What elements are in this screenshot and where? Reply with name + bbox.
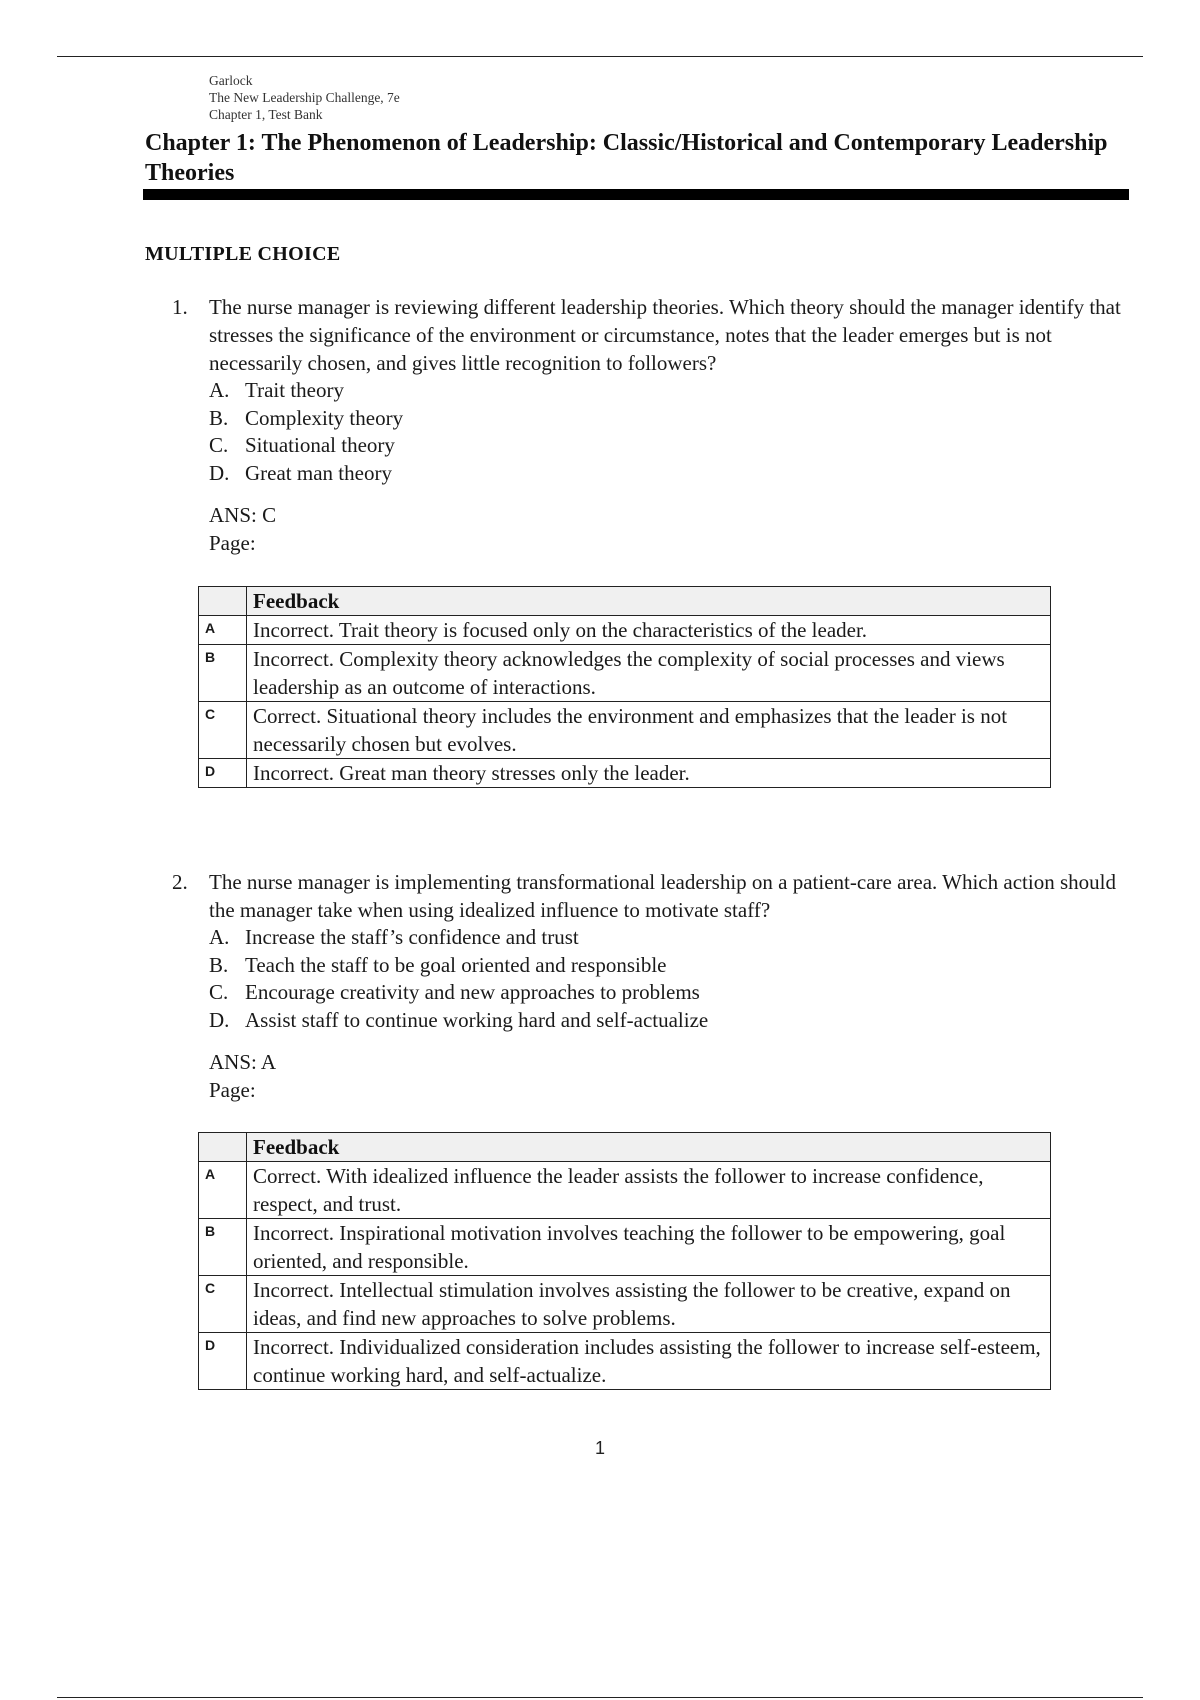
feedback-table-2 <box>198 1132 1051 1390</box>
option-text: Great man theory <box>245 460 392 485</box>
option-letter: B. <box>209 405 229 430</box>
option-letter: C. <box>209 980 229 1004</box>
feedback-row <box>199 702 1051 759</box>
question-number: 1. <box>172 295 188 319</box>
option-b <box>209 952 1132 980</box>
feedback-text: Incorrect. Individualized consideration includes assisting the follower to increase self-esteem, continue working hard, and self-actualize. <box>247 1333 1051 1390</box>
option-b <box>209 405 1132 433</box>
answer-block <box>172 501 1132 557</box>
page-line: Page: <box>209 1078 256 1102</box>
option-c <box>209 979 1132 1007</box>
question-text: The nurse manager is reviewing different leadership theories. Which theory should the manager identify that stresses the significance of the environment or circumstance, notes that the leader emerges but is not necessarily chosen, and gives little recognition to followers? <box>209 295 1121 375</box>
option-text: Complexity theory <box>245 405 404 430</box>
option-text: Encourage creativity and new approaches to problems <box>245 980 700 1004</box>
feedback-row <box>199 1162 1051 1219</box>
document-header <box>209 72 400 123</box>
feedback-letter-header <box>199 587 247 616</box>
feedback-letter: A <box>199 1162 247 1219</box>
option-c <box>209 432 1132 460</box>
section-heading: MULTIPLE CHOICE <box>145 243 341 265</box>
feedback-row <box>199 1276 1051 1333</box>
feedback-letter-header <box>199 1133 247 1162</box>
header-author: Garlock <box>209 73 253 88</box>
feedback-letter: A <box>199 616 247 645</box>
feedback-header-row <box>199 1133 1051 1162</box>
feedback-table-1 <box>198 586 1051 788</box>
question-stem <box>172 868 1132 924</box>
feedback-text: Incorrect. Great man theory stresses only the leader. <box>247 759 1051 788</box>
header-book-title: The New Leadership Challenge, 7e <box>209 90 400 105</box>
option-text: Situational theory <box>245 433 395 457</box>
option-text: Trait theory <box>245 378 344 402</box>
feedback-text: Incorrect. Inspirational motivation involves teaching the follower to be empowering, goal oriented, and responsible. <box>247 1219 1051 1276</box>
option-letter: B. <box>209 952 229 977</box>
bottom-rule <box>57 1697 1143 1698</box>
answer-options <box>172 377 1132 487</box>
question-text: The nurse manager is implementing transformational leadership on a patient-care area. Which action should the manager take when using idealized influence to motivate staff? <box>209 870 1116 922</box>
feedback-text: Correct. With idealized influence the leader assists the follower to increase confidence, respect, and trust. <box>247 1162 1051 1219</box>
option-d <box>209 460 1132 488</box>
option-letter: A. <box>209 378 230 402</box>
feedback-row <box>199 645 1051 702</box>
feedback-letter: B <box>199 1219 247 1276</box>
feedback-text: Incorrect. Trait theory is focused only on the characteristics of the leader. <box>247 616 1051 645</box>
option-text: Assist staff to continue working hard and self-actualize <box>245 1007 709 1032</box>
option-a <box>209 377 1132 405</box>
answer-block <box>172 1048 1132 1104</box>
feedback-letter: D <box>199 1333 247 1390</box>
feedback-text: Incorrect. Intellectual stimulation involves assisting the follower to be creative, expand on ideas, and find new approaches to solve problems. <box>247 1276 1051 1333</box>
answer-line: ANS: C <box>209 503 277 527</box>
feedback-row <box>199 1333 1051 1390</box>
page-number: 1 <box>594 1438 605 1458</box>
feedback-letter: C <box>199 702 247 759</box>
feedback-header: Feedback <box>247 587 1051 616</box>
option-letter: D. <box>209 1007 230 1032</box>
feedback-letter: B <box>199 645 247 702</box>
option-text: Teach the staff to be goal oriented and responsible <box>245 952 667 977</box>
option-text: Increase the staff’s confidence and trust <box>245 925 579 949</box>
feedback-letter: C <box>199 1276 247 1333</box>
option-d <box>209 1007 1132 1035</box>
feedback-text: Correct. Situational theory includes the environment and emphasizes that the leader is not necessarily chosen but evolves. <box>247 702 1051 759</box>
answer-line: ANS: A <box>209 1050 277 1074</box>
question-number: 2. <box>172 870 188 894</box>
feedback-row <box>199 1219 1051 1276</box>
question-stem <box>172 293 1132 377</box>
feedback-header: Feedback <box>247 1133 1051 1162</box>
question-1 <box>172 293 1132 557</box>
page-line: Page: <box>209 531 256 555</box>
title-underline-bar <box>143 189 1129 200</box>
option-a <box>209 924 1132 952</box>
header-test-bank: Chapter 1, Test Bank <box>209 107 323 122</box>
option-letter: C. <box>209 433 229 457</box>
top-rule <box>57 56 1143 57</box>
answer-options <box>172 924 1132 1034</box>
option-letter: A. <box>209 925 230 949</box>
feedback-header-row <box>199 587 1051 616</box>
question-2 <box>172 868 1132 1104</box>
feedback-row <box>199 616 1051 645</box>
option-letter: D. <box>209 460 230 485</box>
feedback-letter: D <box>199 759 247 788</box>
chapter-title: Chapter 1: The Phenomenon of Leadership: Classic/Historical and Contemporary Leadership Theories <box>145 130 1108 186</box>
feedback-text: Incorrect. Complexity theory acknowledges the complexity of social processes and views leadership as an outcome of interactions. <box>247 645 1051 702</box>
feedback-row <box>199 759 1051 788</box>
